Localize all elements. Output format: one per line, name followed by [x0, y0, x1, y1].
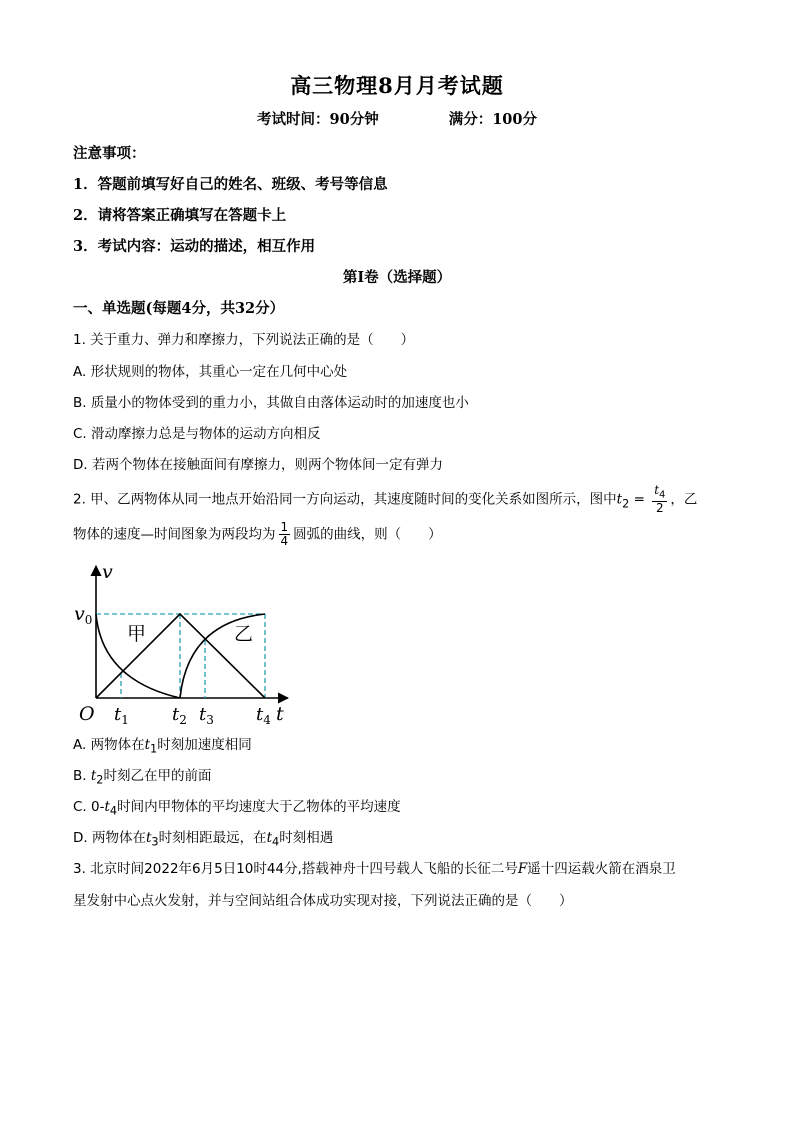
t4-label: $t_4$ — [256, 704, 271, 727]
part-heading: 第I卷（选择题） — [342, 269, 452, 286]
exam-score: 满分：100分 — [448, 111, 537, 128]
q2-stem-line2: 物体的速度—时间图象为两段均为 $\frac{1}{4}$ 圆弧的曲线，则（ ） — [73, 520, 442, 548]
q1-option-a: A. 形状规则的物体，其重心一定在几何中心处 — [73, 364, 348, 380]
exam-time: 考试时间：90分钟 — [257, 111, 379, 128]
t1-label: $t_1$ — [114, 704, 129, 727]
v0-label: $v_0$ — [74, 603, 93, 627]
q2-option-d: D. 两物体在$t_3$时刻相距最远，在$t_4$时刻相遇 — [73, 830, 334, 849]
note-item-2: 2．请将答案正确填写在答题卡上 — [73, 207, 287, 224]
q1-option-c: C. 滑动摩擦力总是与物体的运动方向相反 — [73, 426, 321, 442]
q2-stem-line1: 2. 甲、乙两物体从同一地点开始沿同一方向运动，其速度随时间的变化关系如图所示，图中$t_2$ = $\frac{t_4}{2}$ ，乙 — [73, 483, 698, 516]
jia-label: 甲 — [127, 623, 147, 645]
note-item-1: 1．答题前填写好自己的姓名、班级、考号等信息 — [73, 176, 388, 193]
q3-stem-line1: 3. 北京时间2022年6月5日10时44分,搭载神舟十四号载人飞船的长征二号F遥十四运载火箭在酒泉卫 — [73, 861, 676, 877]
exam-title: 高三物理8月月考试题 — [290, 73, 504, 98]
q1-option-b: B. 质量小的物体受到的重力小，其做自由落体运动时的加速度也小 — [73, 395, 469, 411]
yi-label: 乙 — [234, 623, 254, 645]
fraction-one-quarter: $\frac{1}{4}$ — [280, 520, 289, 548]
notes-heading: 注意事项： — [73, 145, 146, 162]
q1-stem: 1. 关于重力、弹力和摩擦力，下列说法正确的是（ ） — [73, 332, 415, 348]
t-axis-label: t — [276, 703, 284, 725]
origin-label: O — [79, 703, 95, 725]
fraction-t4-over-2: $\frac{t_4}{2}$ — [654, 483, 666, 516]
q1-option-d: D. 若两个物体在接触面间有摩擦力，则两个物体间一定有弹力 — [73, 457, 443, 473]
vt-graph — [70, 560, 300, 730]
section-heading: 一、单选题(每题4分，共32分） — [73, 300, 285, 317]
v-axis-label: v — [102, 561, 113, 583]
note-item-3: 3．考试内容：运动的描述，相互作用 — [73, 238, 316, 255]
t3-label: $t_3$ — [199, 704, 214, 727]
t2-label: $t_2$ — [172, 704, 187, 727]
q3-stem-line2: 星发射中心点火发射，并与空间站组合体成功实现对接，下列说法正确的是（ ） — [73, 893, 573, 909]
q2-option-b: B. $t_2$时刻乙在甲的前面 — [73, 768, 212, 787]
exam-meta — [0, 108, 794, 129]
q2-option-c: C. $0-t_4$时间内甲物体的平均速度大于乙物体的平均速度 — [73, 799, 401, 818]
q2-option-a: A. 两物体在$t_1$时刻加速度相同 — [73, 737, 252, 756]
